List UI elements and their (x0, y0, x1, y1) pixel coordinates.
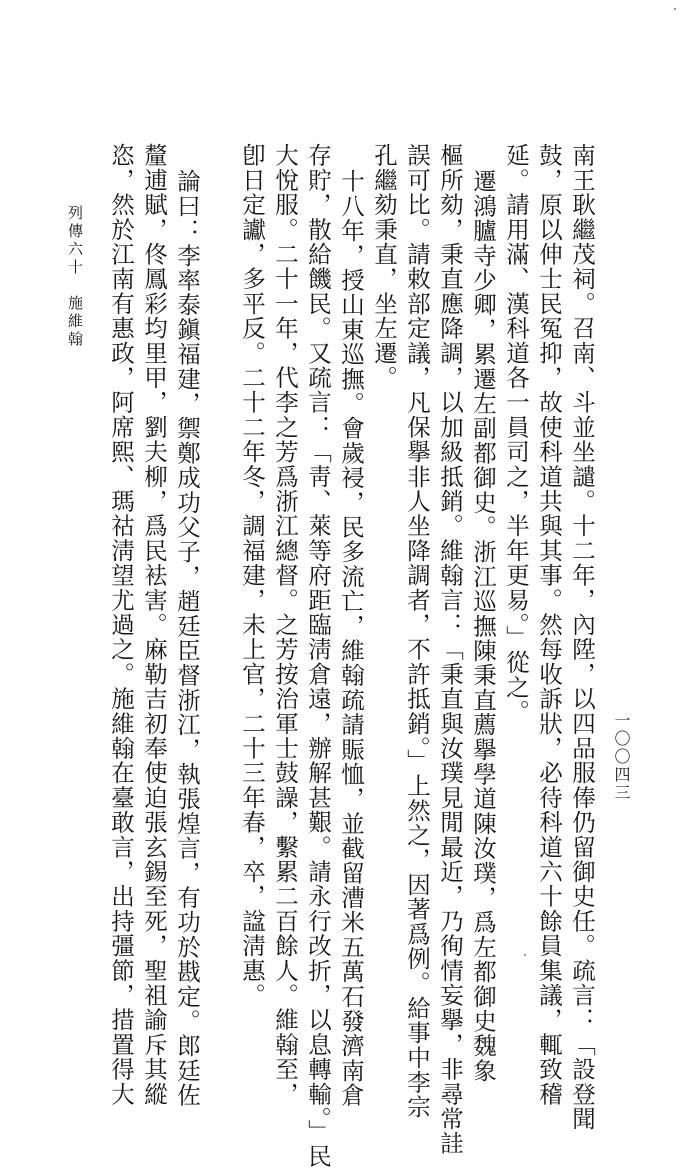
scan-speck (674, 8, 676, 10)
page-number: 一〇〇四三 (612, 712, 631, 802)
text-column-12: 論曰：李率泰鎭福建，禦鄭成功父子，趙廷臣督浙江，執張煌言，有功於戡定。郎廷佐 (173, 169, 201, 1108)
text-column-14: 恣，然於江南有惠政，阿席熙、瑪祜淸望尤過之。施維翰在臺敢言，出持彊節，措置得大 (107, 143, 135, 1107)
text-column-8: 十八年，授山東巡撫。會歲祲，民多流亡，維翰疏請賑恤，並截留漕米五萬石發濟南倉 (337, 169, 365, 1108)
text-column-4: 遷鴻臚寺少卿，累遷左副都御史。浙江巡撫陳秉直薦擧學道陳汝璞，爲左都御史魏象 (469, 169, 497, 1083)
text-column-1: 南王耿繼茂祠。召南、斗並坐譴。十二年，內陞，以四品服俸仍留御史任。疏言：「設登聞 (568, 143, 596, 1131)
text-column-13: 釐逋賦，佟鳳彩均里甲，劉夫柳，爲民袪害。麻勒吉初奉使迫張玄錫至死，聖祖諭斥其縱 (140, 143, 168, 1107)
text-column-5: 樞所劾，秉直應降調，以加級抵銷。維翰言：「秉直與汝璞見閒最近，乃徇情妄擧，非尋常詿 (436, 143, 464, 1156)
text-column-11: 卽日定讞，多平反。二十二年冬，調福建，未上官，二十三年春，卒，諡淸惠。 (238, 143, 266, 1008)
text-column-9: 存貯，散給饑民。又疏言：「靑、萊等府距臨淸倉遠，辦解甚艱。請永行改折，以息轉輸。」民 (304, 143, 332, 1169)
text-column-7: 孔繼劾秉直，坐左遷。 (370, 143, 398, 390)
text-column-10: 大悅服。二十一年，代李之芳爲浙江總督。之芳按治軍士鼓譟，繫累二百餘人。維翰至， (271, 143, 299, 1107)
text-column-2: 鼓，原以伸士民冤抑，故使科道共與其事。然每收訴狀，必待科道六十餘員集議，輒致稽 (535, 143, 563, 1107)
text-column-6: 誤可比。請敕部定議，凡保擧非人坐降調者，不許抵銷。」上然之，因著爲例。給事中李宗 (403, 143, 431, 1120)
running-header-name: 施維翰 (66, 295, 84, 349)
running-header-title: 列傳六十 (66, 205, 84, 277)
scan-speck (524, 954, 526, 956)
text-column-3: 延。請用滿、漢科道各一員司之，半年更易。」從之。 (502, 143, 530, 725)
